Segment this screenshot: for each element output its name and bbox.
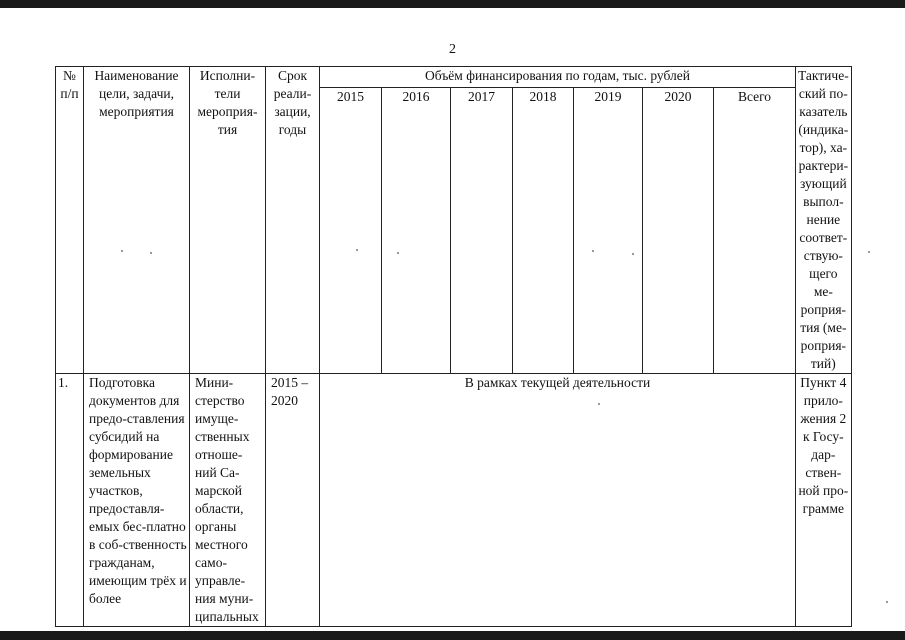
program-table [55,66,852,627]
row-funding-note: В рамках текущей деятельности [320,374,796,627]
scan-speck [632,253,634,255]
table-row [56,374,852,627]
row-name: Подготовка документов для предо-ставления субсидий на формирование земельных участков, предоставля-емых бес-платно в соб-ственность гражданам, имеющим трёх и более [84,374,190,627]
scan-speck [886,601,888,603]
scan-speck [397,252,399,254]
header-name: Наименование цели, задачи, мероприятия [84,67,190,374]
header-indicator: Тактиче-ский по-казатель (индика-тор), ха-рактери-зующий выпол-нение соответ-ствую-щего ме-роприя-тия (ме-роприя-тий) [796,67,852,374]
row-executors: Мини-стерство имуще-ственных отноше-ний Са-марской области, органы местного само-управле-ния муни-ципальных [190,374,266,627]
scan-speck [868,251,870,253]
header-year-2019: 2019 [574,88,643,374]
scan-speck [150,252,152,254]
header-year-2015: 2015 [320,88,382,374]
header-executors: Исполни-тели мероприя-тия [190,67,266,374]
header-total: Всего [714,88,796,374]
header-year-2016: 2016 [382,88,451,374]
header-year-2017: 2017 [451,88,513,374]
scan-speck [592,250,594,252]
header-row-1 [56,67,852,88]
header-term: Срок реали-зации, годы [266,67,320,374]
row-num: 1. [56,374,84,627]
scan-border-bottom [0,631,905,640]
scan-speck [121,250,123,252]
scan-border-top [0,0,905,8]
scan-speck [598,403,600,405]
header-year-2020: 2020 [643,88,714,374]
header-funding-group: Объём финансирования по годам, тыс. рублей [320,67,796,88]
header-year-2018: 2018 [513,88,574,374]
row-indicator: Пункт 4 прило-жения 2 к Госу-дар-ствен-ной про-грамме [796,374,852,627]
page-number: 2 [449,42,456,57]
row-term: 2015 – 2020 [266,374,320,627]
header-num: № п/п [56,67,84,374]
scan-speck [356,249,358,251]
